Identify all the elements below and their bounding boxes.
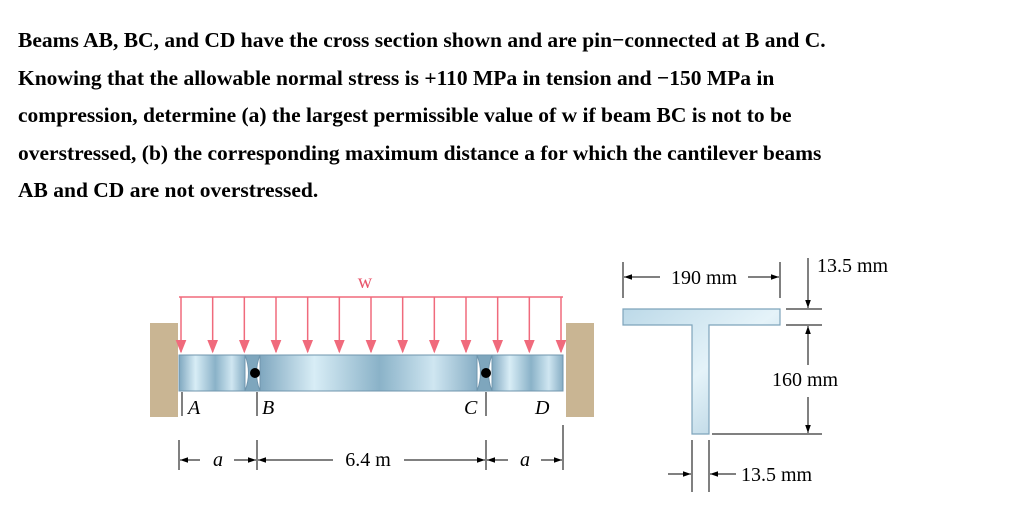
beam-body <box>179 355 563 391</box>
pin-b <box>250 368 260 378</box>
load-label-w: w <box>357 271 373 293</box>
problem-line-5: AB and CD are not overstressed. <box>18 178 319 202</box>
load-arrows <box>181 297 561 352</box>
dim-web-thickness: 13.5 mm <box>741 464 813 486</box>
tee-cross-section <box>623 309 780 434</box>
dim-flange-thickness: 13.5 mm <box>817 255 889 277</box>
dim-left-a: a <box>213 449 223 471</box>
pin-c <box>481 368 491 378</box>
dim-right-a: a <box>520 449 530 471</box>
problem-line-4: overstressed, (b) the corresponding maximum distance a for which the cantilever beams <box>18 140 822 165</box>
right-wall <box>566 323 594 417</box>
dim-span: 6.4 m <box>345 449 391 471</box>
dim-web-depth: 160 mm <box>772 369 839 391</box>
dim-flange-width: 190 mm <box>670 267 738 289</box>
label-d-point: D <box>535 397 550 419</box>
left-wall <box>150 323 178 417</box>
problem-line-3: compression, determine (a) the largest permissible value of w if beam BC is not to be <box>18 103 792 127</box>
problem-line-2: Knowing that the allowable normal stress is +110 MPa in tension and −150 MPa in <box>18 65 775 90</box>
problem-line-1: Beams AB, BC, and CD have the cross section shown and are pin−connected at B and C. <box>18 28 826 52</box>
label-a-point: A <box>188 397 201 419</box>
label-c-point: C <box>464 397 478 419</box>
label-b-point: B <box>262 397 275 419</box>
